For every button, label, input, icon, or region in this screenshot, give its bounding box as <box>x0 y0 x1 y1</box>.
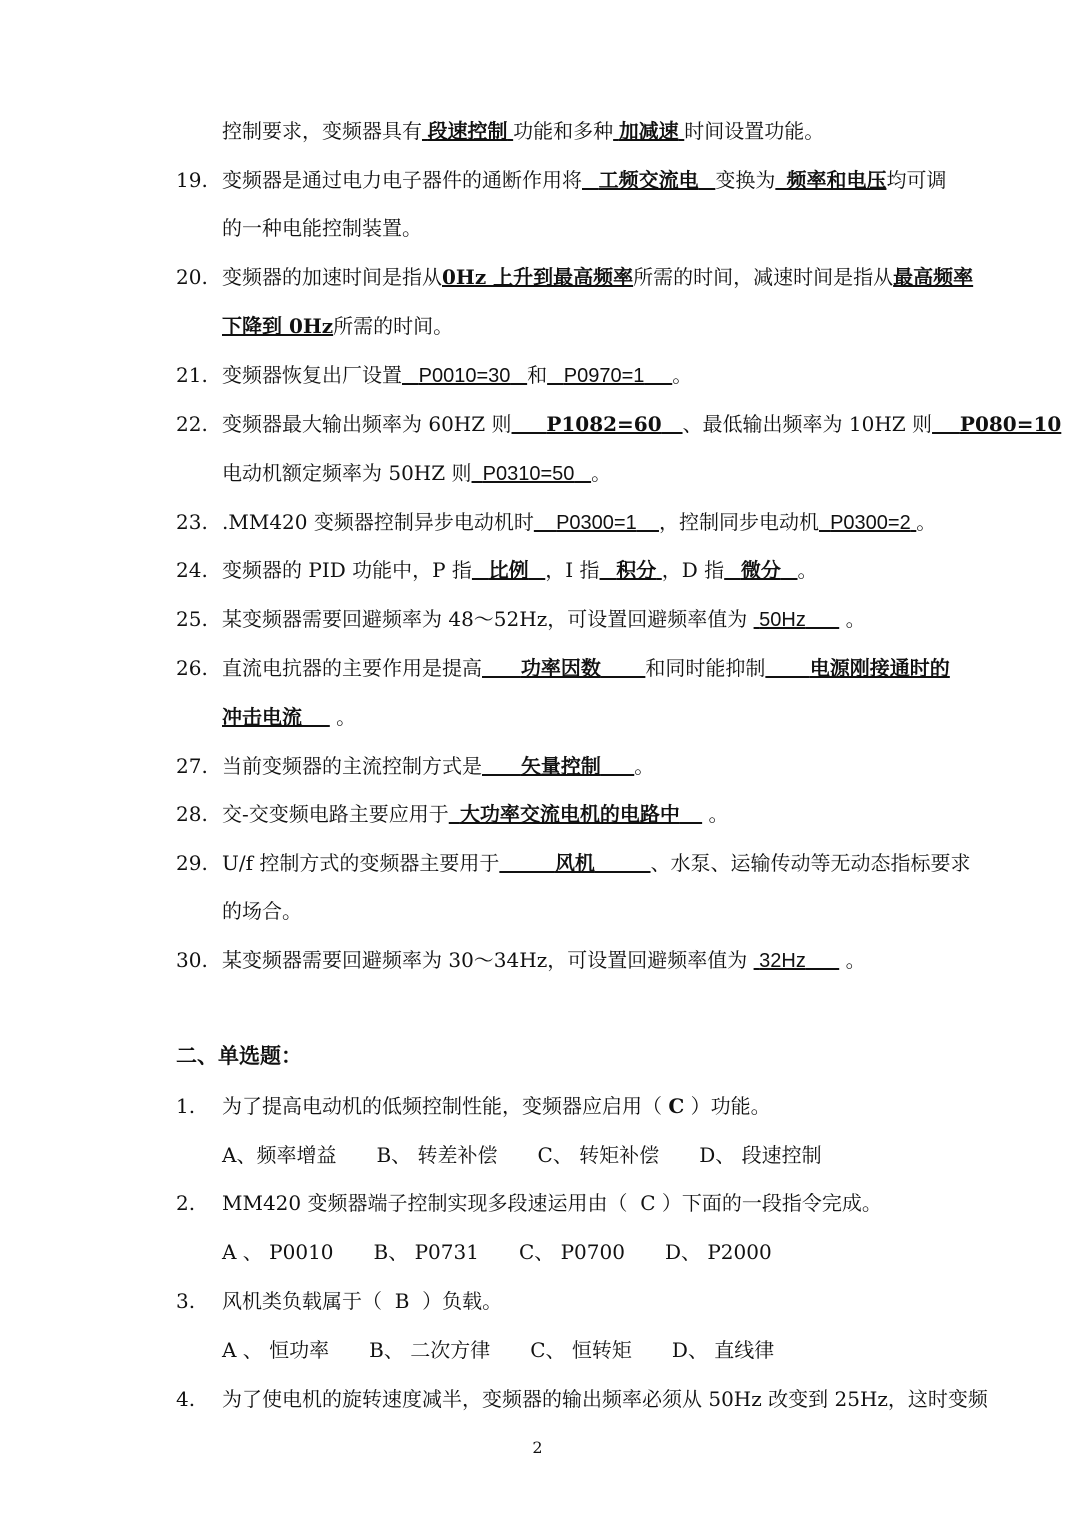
mc-q3-options <box>222 1338 814 1362</box>
option-d: D、 P2000 <box>664 1240 772 1264</box>
q30-number: 30. <box>176 948 208 972</box>
q19-line: 变频器是通过电力电子器件的通断作用将 工频交流电 变换为 频率和电压均可调 <box>222 168 947 192</box>
mc-q4-number: 4. <box>176 1387 196 1411</box>
q28-number: 28. <box>176 802 208 826</box>
q22-line2: 电动机额定频率为 50HZ 则 P0310=50 。 <box>222 461 612 485</box>
q26-line2: 冲击电流 。 <box>222 705 357 729</box>
mc-q3-number: 3. <box>176 1289 196 1313</box>
mc-q2-number: 2. <box>176 1191 196 1215</box>
option-d: D、 直线律 <box>671 1338 775 1362</box>
q21-number: 21. <box>176 363 208 387</box>
option-a: A 、 P0010 <box>222 1240 334 1264</box>
q23-line: .MM420 变频器控制异步电动机时 P0300=1 ，控制同步电动机 P0300=2 。 <box>222 510 937 534</box>
q19-number: 19. <box>176 168 208 192</box>
q28-line: 交-交变频电路主要应用于 大功率交流电机的电路中 。 <box>222 802 729 826</box>
q22-line: 变频器最大输出频率为 60HZ 则 P1082=60 、最低输出频率为 10HZ 则 P080=10 <box>222 412 1062 436</box>
q18-line: 控制要求，变频器具有 段速控制 功能和多种 加减速 时间设置功能。 <box>222 119 825 143</box>
option-c: C、 恒转矩 <box>530 1338 632 1362</box>
q26-line: 直流电抗器的主要作用是提高 功率因数 和同时能抑制 电源刚接通时的 <box>222 656 950 680</box>
option-a: A、频率增益 <box>222 1143 337 1167</box>
q25-line: 某变频器需要回避频率为 48～52Hz，可设置回避频率值为 50Hz 。 <box>222 607 866 631</box>
mc-q3-line: 风机类负载属于（ B ）负载。 <box>222 1289 503 1313</box>
mc-q2-options <box>222 1240 812 1264</box>
mc-q1-number: 1. <box>176 1094 196 1118</box>
option-c: C、 转矩补偿 <box>537 1143 660 1167</box>
q24-line: 变频器的 PID 功能中，P 指 比例 ，I 指 积分 ，D 指 微分 。 <box>222 558 818 582</box>
q19-line2: 的一种电能控制装置。 <box>222 216 422 240</box>
option-c: C、 P0700 <box>518 1240 625 1264</box>
q26-number: 26. <box>176 656 208 680</box>
page-number: 2 <box>532 1438 543 1457</box>
q20-line2: 下降到 0Hz所需的时间。 <box>222 314 454 338</box>
option-b: B、 转差补偿 <box>376 1143 498 1167</box>
q24-number: 24. <box>176 558 208 582</box>
mc-q4-line: 为了使电机的旋转速度减半，变频器的输出频率必须从 50Hz 改变到 25Hz，这时变频 <box>222 1387 988 1411</box>
q20-number: 20. <box>176 265 208 289</box>
option-d: D、 段速控制 <box>699 1143 822 1167</box>
q27-line: 当前变频器的主流控制方式是 矢量控制 。 <box>222 754 655 778</box>
q25-number: 25. <box>176 607 208 631</box>
q21-line: 变频器恢复出厂设置 P0010=30 和 P0970=1 。 <box>222 363 693 387</box>
q22-number: 22. <box>176 412 208 436</box>
option-a: A 、 恒功率 <box>222 1338 330 1362</box>
q29-line2: 的场合。 <box>222 899 302 923</box>
option-b: B、 P0731 <box>373 1240 479 1264</box>
q20-line: 变频器的加速时间是指从0Hz 上升到最高频率所需的时间，减速时间是指从最高频率 <box>222 265 974 289</box>
q29-number: 29. <box>176 851 208 875</box>
q29-line: U/f 控制方式的变频器主要用于 风机 、水泵、运输传动等无动态指标要求 <box>222 851 971 875</box>
q30-line: 某变频器需要回避频率为 30～34Hz，可设置回避频率值为 32Hz 。 <box>222 948 866 972</box>
option-b: B、 二次方律 <box>369 1338 491 1362</box>
mc-q1-options <box>222 1143 862 1167</box>
q27-number: 27. <box>176 754 208 778</box>
mc-q2-line: MM420 变频器端子控制实现多段速运用由（ C ）下面的一段指令完成。 <box>222 1191 882 1215</box>
mc-q1-line: 为了提高电动机的低频控制性能，变频器应启用（ C ）功能。 <box>222 1094 771 1118</box>
section-heading: 二、单选题： <box>176 1043 302 1068</box>
q23-number: 23. <box>176 510 208 534</box>
